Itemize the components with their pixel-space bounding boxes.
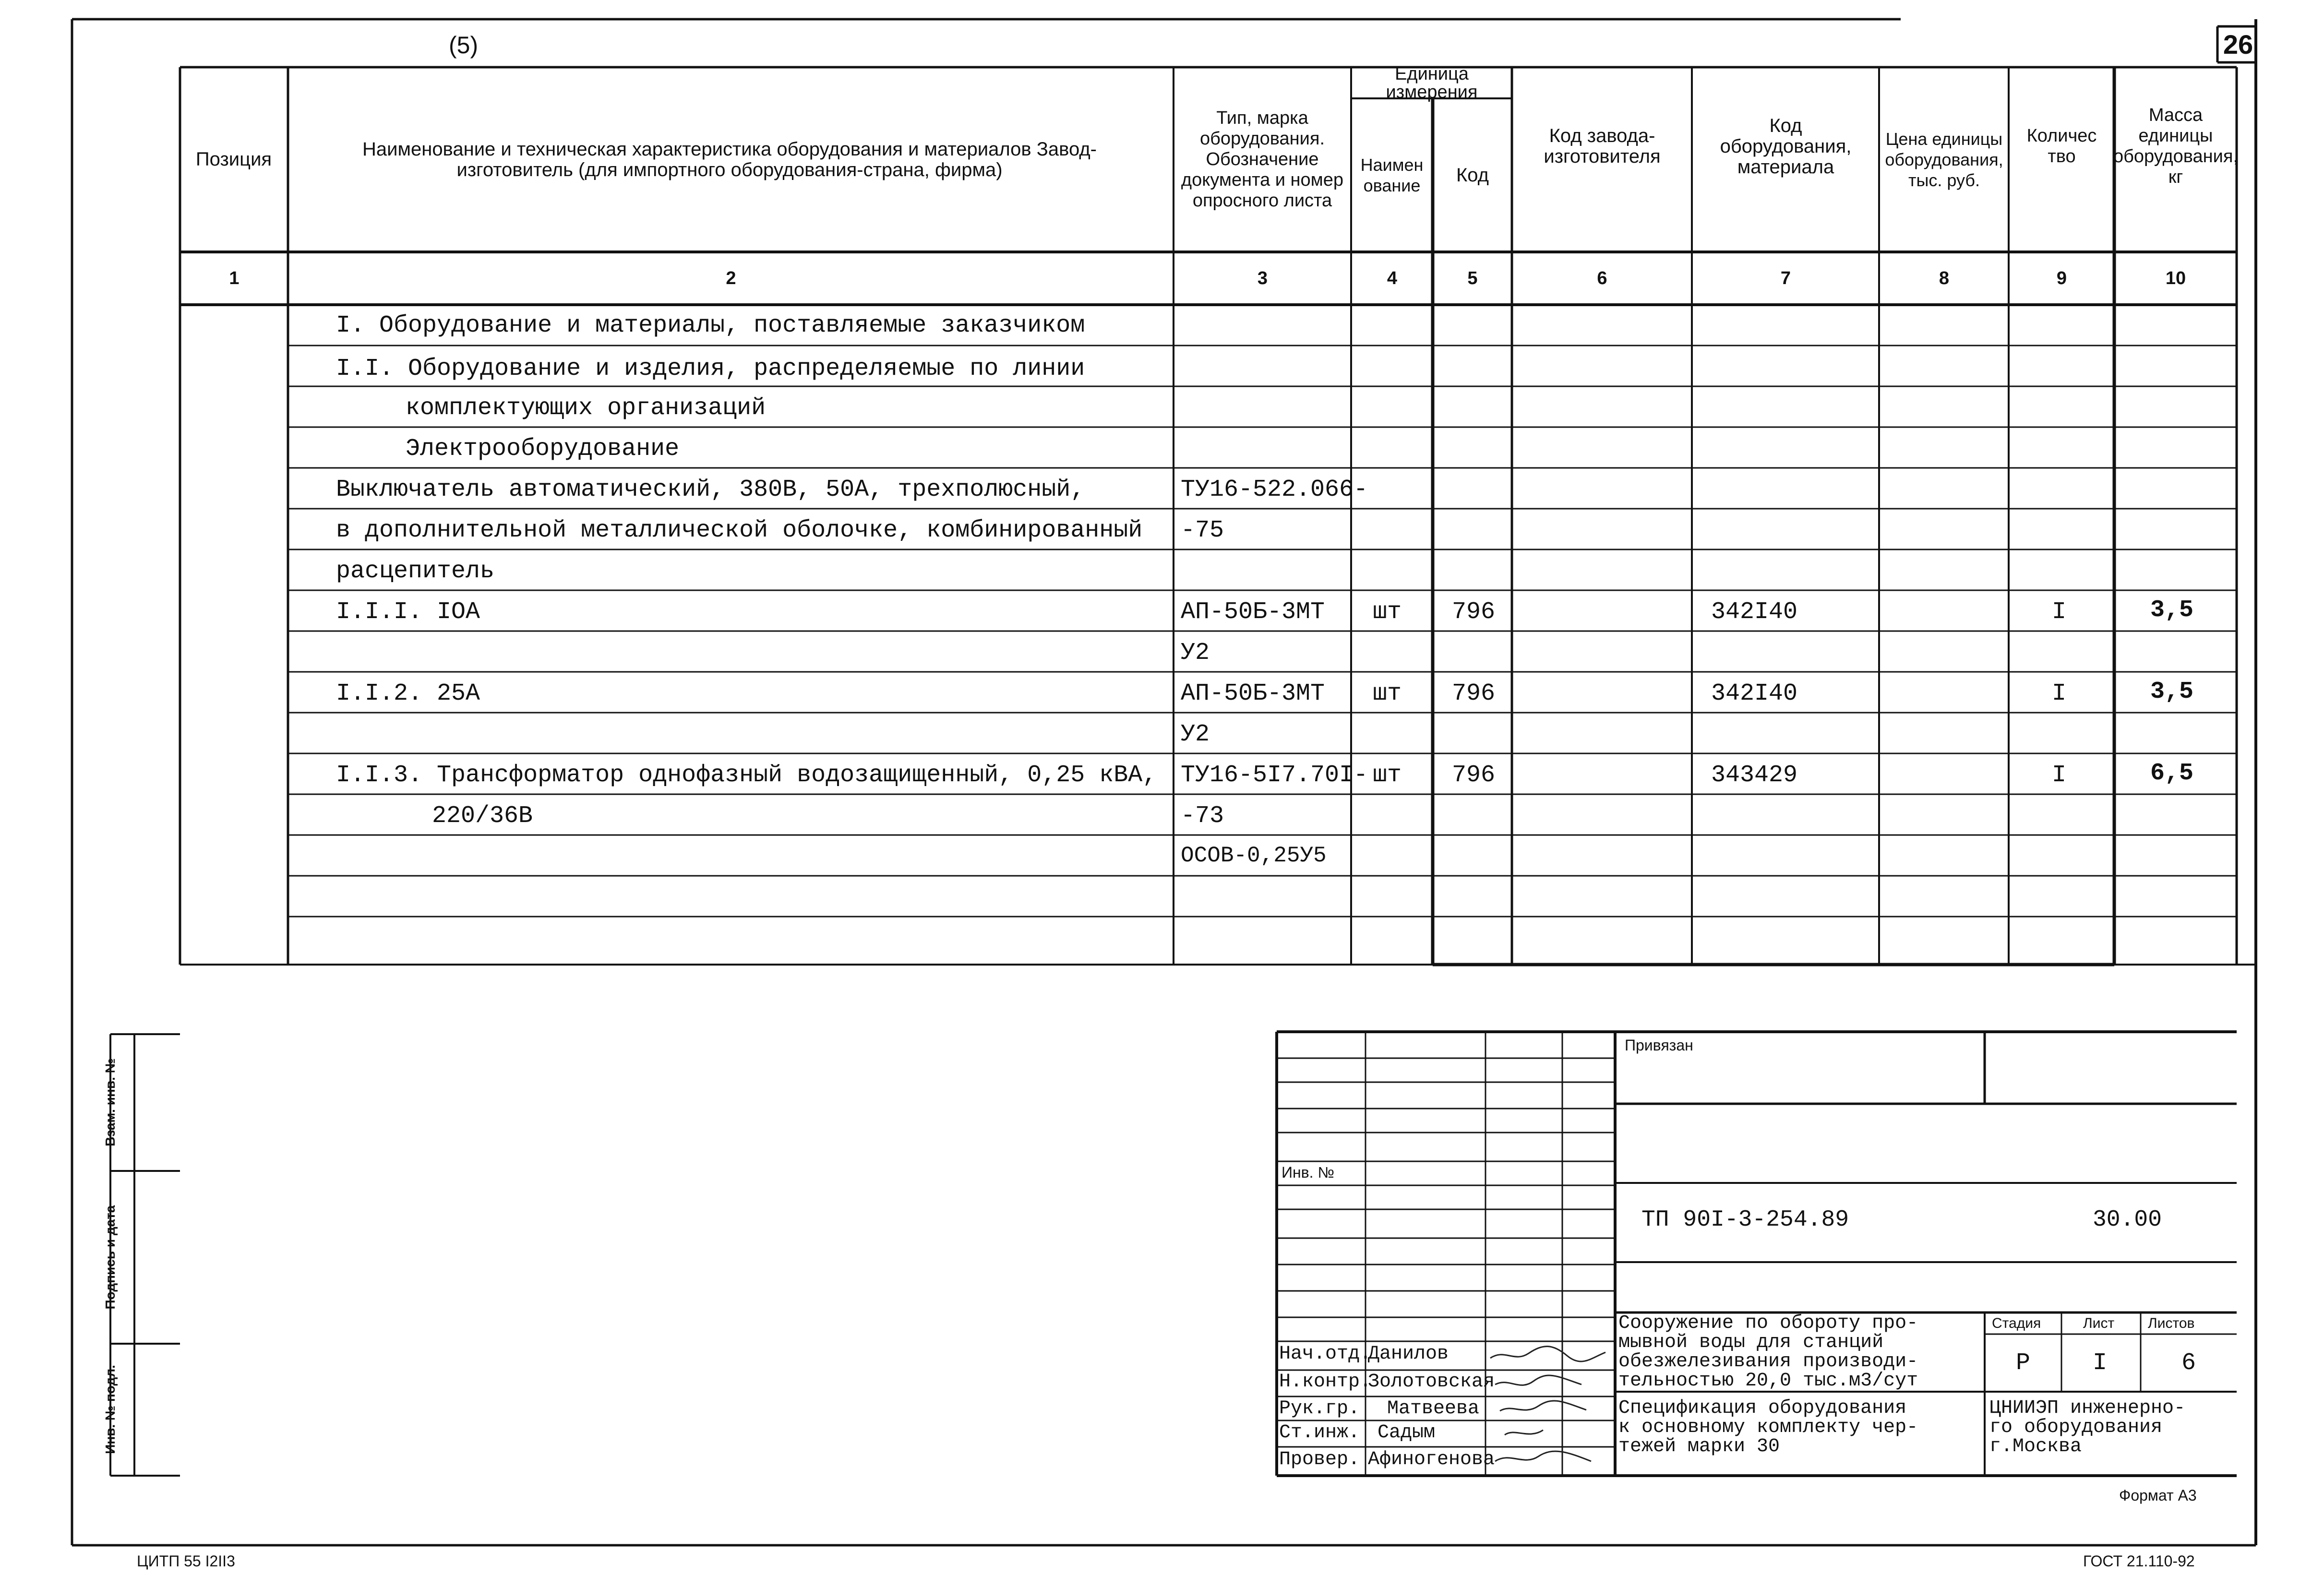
handwritten-signatures — [1485, 1339, 1615, 1476]
row-unit: шт — [1373, 598, 1402, 626]
column-number: 1 — [229, 268, 240, 288]
header-quantity: Количество — [2026, 126, 2097, 167]
column-number: 7 — [1780, 268, 1791, 288]
column-number: 5 — [1467, 268, 1478, 288]
header-unit: Единица измерения — [1386, 64, 1478, 102]
privyazan-label: Привязан — [1625, 1037, 1693, 1054]
stage-value: Р — [2016, 1349, 2031, 1377]
row-type: ТУ16-522.066- — [1181, 476, 1368, 503]
row-name: I. Оборудование и материалы, поставляемые заказчиком — [336, 312, 1085, 339]
row-name: комплектующих организаций — [406, 394, 766, 422]
signature-role: Н.контр. — [1279, 1371, 1372, 1393]
footer-left: ЦИТП 55 I2II3 — [137, 1552, 235, 1570]
stamp-sign-date: Подпись и дата — [103, 1205, 118, 1310]
row-qty: I — [2052, 598, 2067, 626]
row-type: У2 — [1181, 639, 1210, 667]
column-number: 3 — [1257, 268, 1268, 288]
row-code: 796 — [1452, 762, 1496, 789]
signature-role: Нач.отд. — [1279, 1343, 1372, 1365]
row-unit: шт — [1373, 762, 1402, 789]
row-qty: I — [2052, 762, 2067, 789]
section-label: (5) — [449, 32, 479, 59]
row-type: ОСОВ-0,25У5 — [1181, 843, 1327, 868]
row-name: I.I. Оборудование и изделия, распределяемые по линии — [336, 355, 1085, 382]
row-type: -75 — [1181, 517, 1224, 544]
row-name: I.I.I. IOA — [336, 598, 480, 626]
row-qty: I — [2052, 680, 2067, 707]
column-number: 8 — [1939, 268, 1950, 288]
signature-name: Данилов — [1368, 1343, 1449, 1365]
page-number: 26 — [2223, 29, 2253, 60]
sheet-value: I — [2093, 1349, 2108, 1377]
organization: ЦНИИЭП инженерно- го оборудования г.Москва — [1989, 1397, 2186, 1457]
signature-role: Провер. — [1279, 1449, 1360, 1470]
signature-name: Садым — [1378, 1422, 1436, 1444]
row-name: I.I.2. 25А — [336, 680, 480, 707]
project-title: Сооружение по обороту про- мывной воды для станций обезжелезивания производи- тельностью 20,0 тыс.м3/сут — [1618, 1313, 1918, 1392]
doc-mark: 30.00 — [2093, 1207, 2162, 1233]
column-number: 10 — [2165, 268, 2186, 288]
header-unit-name: Наименование — [1360, 155, 1424, 195]
row-mass: 6,5 — [2150, 760, 2194, 787]
inv-no-label: Инв. № — [1282, 1164, 1334, 1181]
row-name: I.I.3. Трансформатор однофазный водозащищенный, 0,25 кВА, — [336, 762, 1157, 789]
row-type: -73 — [1181, 802, 1224, 830]
row-type: У2 — [1181, 721, 1210, 748]
doc-code: ТП 90I-3-254.89 — [1641, 1207, 1849, 1233]
row-type: АП-50Б-3МТ — [1181, 598, 1325, 626]
row-code: 796 — [1452, 680, 1496, 707]
row-mass: 3,5 — [2150, 678, 2194, 705]
stamp-replaced-inv: Взам. инв. № — [103, 1058, 118, 1146]
format-label: Формат А3 — [2119, 1487, 2197, 1504]
header-unit-code: Код — [1456, 164, 1489, 186]
row-name: Выключатель автоматический, 380В, 50А, трехполюсный, — [336, 476, 1085, 503]
header-position: Позиция — [195, 149, 272, 170]
header-equip-code: Код оборудования, материала — [1720, 115, 1852, 178]
header-name: Наименование и техническая характеристика оборудования и материалов Завод-изготовитель (для импортного оборудования-страна, фирма) — [362, 138, 1097, 180]
footer-right: ГОСТ 21.110-92 — [2083, 1552, 2195, 1570]
row-mass: 3,5 — [2150, 597, 2194, 624]
row-type: ТУ16-5I7.70I- — [1181, 762, 1368, 789]
row-type: АП-50Б-3МТ — [1181, 680, 1325, 707]
row-name: Электрооборудование — [406, 435, 680, 463]
sheets-label: Листов — [2148, 1315, 2195, 1331]
column-number: 9 — [2056, 268, 2067, 288]
column-number: 4 — [1387, 268, 1398, 288]
header-mass: Масса единицы оборудования, кг — [2113, 105, 2239, 187]
column-number: 2 — [726, 268, 736, 288]
header-factory-code: Код завода-изготовителя — [1544, 125, 1661, 167]
row-name: расцепитель — [336, 558, 495, 585]
column-number: 6 — [1597, 268, 1607, 288]
signature-role: Ст.инж. — [1279, 1422, 1360, 1444]
signature-name: Афиногенова — [1368, 1449, 1495, 1470]
row-equip-code: 342I40 — [1711, 680, 1798, 707]
header-price: Цена единицы оборудования, тыс. руб. — [1885, 129, 2003, 190]
row-unit: шт — [1373, 680, 1402, 707]
sheets-value: 6 — [2181, 1349, 2196, 1377]
header-type: Тип, марка оборудования. Обозначение документа и номер опросного листа — [1181, 108, 1344, 211]
stage-label: Стадия — [1992, 1315, 2041, 1331]
sheet-title: Спецификация оборудования к основному комплекту чер- тежей марки 30 — [1618, 1397, 1918, 1457]
row-name: 220/36В — [432, 802, 533, 830]
row-equip-code: 342I40 — [1711, 598, 1798, 626]
signature-name: Золотовская — [1368, 1371, 1495, 1393]
signature-name: Матвеева — [1387, 1398, 1480, 1420]
row-equip-code: 343429 — [1711, 762, 1798, 789]
row-name: в дополнительной металлической оболочке, комбинированный — [336, 517, 1143, 544]
stamp-orig-inv: Инв. № подл. — [103, 1365, 118, 1454]
sheet-label: Лист — [2083, 1315, 2115, 1331]
row-code: 796 — [1452, 598, 1496, 626]
signature-role: Рук.гр. — [1279, 1398, 1360, 1420]
